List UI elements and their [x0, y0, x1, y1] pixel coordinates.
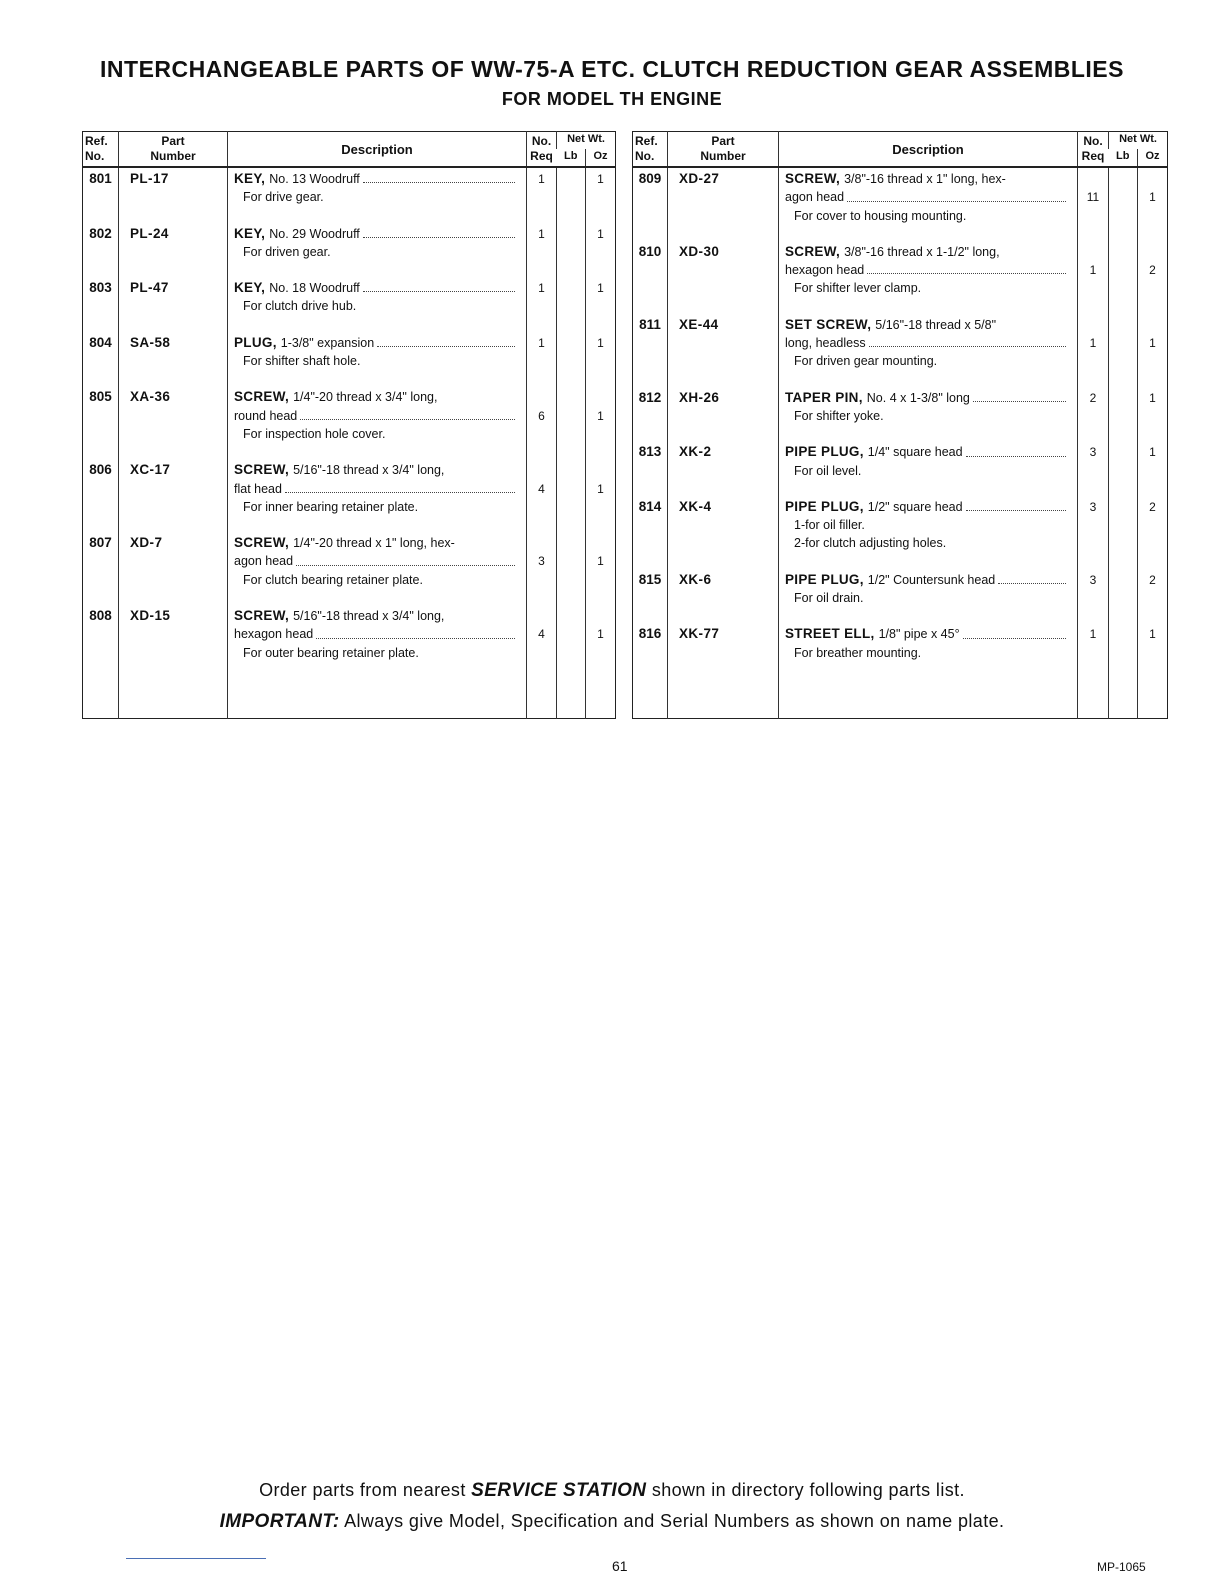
header-description: Description [779, 132, 1078, 168]
parts-table-left [82, 131, 616, 719]
part-spec: 5/16"-18 thread x 3/4" long, [293, 463, 445, 478]
part-usage-note: For inspection hole cover. [243, 426, 386, 441]
description-column [779, 167, 1078, 719]
no-req-value: 1 [538, 226, 545, 241]
header-net-wt: Net Wt. [557, 132, 616, 149]
oz-value: 1 [597, 554, 604, 569]
no-req-value: 6 [538, 408, 545, 423]
lb-value [1109, 387, 1137, 442]
part-keyword: SCREW, [785, 243, 841, 259]
part-spec: 1/8" pipe x 45° [878, 627, 960, 642]
part-usage-note: For drive gear. [243, 190, 324, 205]
part-number-column [119, 167, 228, 719]
lb-value [557, 532, 585, 605]
header-lb: Lb [1109, 149, 1138, 167]
part-spec-cont: long, headless [785, 336, 866, 351]
oz-value: 1 [597, 627, 604, 642]
header-part-number: Part Number [119, 132, 228, 168]
ref-number: 801 [89, 171, 112, 186]
no-req-value: 1 [1089, 263, 1097, 278]
part-description [785, 623, 1067, 678]
part-usage-note: For shifter yoke. [794, 408, 884, 423]
part-spec: 1/4"-20 thread x 1" long, hex- [293, 536, 455, 551]
oz-value: 1 [597, 172, 604, 186]
part-description [234, 532, 516, 605]
part-usage-note: For clutch bearing retainer plate. [243, 572, 423, 587]
no-req-value: 1 [1089, 336, 1097, 351]
header-lb: Lb [557, 149, 586, 167]
part-description [234, 332, 516, 387]
footer-order-note: Order parts from nearest SERVICE STATION shown in directory following parts list. [259, 1480, 965, 1501]
part-number: XD-27 [679, 171, 720, 186]
no-req-value: 1 [538, 281, 545, 296]
part-description [785, 569, 1067, 624]
part-number: PL-17 [130, 171, 169, 186]
part-usage-note: For oil level. [794, 463, 862, 478]
part-number: XK-6 [679, 571, 712, 587]
lb-value [557, 277, 585, 332]
ref-column [83, 167, 119, 719]
no-req-value: 11 [1086, 190, 1100, 205]
ref-number: 810 [638, 243, 662, 259]
oz-value: 1 [597, 281, 604, 296]
part-number: SA-58 [130, 334, 171, 350]
part-description [785, 387, 1067, 442]
parts-table-right [632, 131, 1168, 719]
ref-number: 808 [89, 608, 112, 624]
ref-number: 803 [89, 280, 112, 296]
part-usage-note: For shifter lever clamp. [794, 281, 922, 296]
important-emphasis: IMPORTANT: [219, 1511, 340, 1532]
oz-value: 1 [1149, 390, 1156, 405]
no-req-value: 3 [1089, 499, 1097, 514]
part-keyword: TAPER PIN, [785, 389, 863, 405]
service-station-emphasis: SERVICE STATION [471, 1480, 647, 1501]
description-column [228, 167, 527, 719]
header-oz: Oz [586, 149, 616, 167]
table-body-row [83, 167, 616, 719]
part-number: PL-24 [130, 225, 169, 241]
part-spec: 5/16"-18 thread x 3/4" long, [293, 609, 445, 624]
header-net-wt: Net Wt. [1109, 132, 1168, 149]
part-description [234, 223, 516, 278]
header-ref-no: Ref. No. [83, 132, 119, 168]
lb-value [1109, 623, 1137, 678]
part-description [234, 459, 516, 532]
oz-value: 1 [597, 226, 604, 241]
part-description [785, 241, 1067, 314]
part-keyword: SET SCREW, [785, 316, 872, 332]
no-req-value: 4 [538, 627, 545, 642]
ref-number: 812 [638, 389, 662, 405]
part-number: XK-77 [679, 626, 720, 642]
no-req-value: 2 [1089, 390, 1097, 405]
no-req-value: 1 [538, 335, 545, 350]
header-no-req: No. Req [1078, 132, 1109, 168]
no-req-value: 3 [1089, 572, 1097, 587]
page-title: INTERCHANGEABLE PARTS OF WW-75-A ETC. CLUTCH REDUCTION GEAR ASSEMBLIES [100, 56, 1124, 82]
header-oz: Oz [1138, 149, 1168, 167]
lb-value [1109, 314, 1137, 387]
ref-number: 804 [89, 334, 112, 350]
part-spec-cont: round head [234, 408, 298, 423]
part-keyword: SCREW, [234, 462, 290, 478]
ref-number: 813 [638, 444, 662, 460]
oz-value: 2 [1149, 499, 1156, 514]
part-spec-cont: agon head [785, 190, 845, 205]
lb-value [557, 386, 585, 459]
oz-column [1138, 167, 1168, 719]
part-keyword: PIPE PLUG, [785, 571, 864, 587]
footer-important-note: IMPORTANT: Always give Model, Specification and Serial Numbers as shown on name plate. [219, 1511, 1005, 1532]
part-usage-note: For cover to housing mounting. [794, 208, 967, 223]
no-req-value: 4 [538, 481, 545, 496]
part-number: XA-36 [130, 389, 171, 405]
part-description [785, 168, 1067, 241]
lb-column [1109, 167, 1138, 719]
oz-value: 1 [597, 408, 604, 423]
part-description [785, 441, 1067, 496]
oz-value: 1 [1149, 190, 1156, 205]
part-number: XK-2 [679, 444, 712, 460]
header-description: Description [228, 132, 527, 168]
ref-column [633, 167, 668, 719]
page-number: 61 [612, 1558, 628, 1574]
part-usage-note: For driven gear mounting. [794, 354, 938, 369]
ref-number: 814 [638, 498, 662, 514]
no-req-value: 3 [1089, 445, 1097, 460]
ref-number: 807 [89, 535, 112, 551]
ref-number: 816 [638, 626, 662, 642]
part-keyword: KEY, [234, 225, 266, 241]
part-description [785, 496, 1067, 569]
header-ref-no: Ref. No. [633, 132, 668, 168]
part-keyword: KEY, [234, 171, 266, 186]
ref-number: 811 [639, 316, 661, 332]
oz-value: 2 [1149, 572, 1156, 587]
part-number: XD-7 [130, 535, 163, 551]
part-usage-note: 2-for clutch adjusting holes. [794, 536, 947, 551]
oz-value: 2 [1149, 263, 1156, 278]
lb-value [1109, 569, 1137, 624]
part-keyword: SCREW, [785, 171, 841, 186]
part-spec-cont: hexagon head [785, 263, 865, 278]
part-spec: No. 18 Woodruff [269, 281, 360, 296]
no-req-value: 1 [538, 172, 545, 186]
part-usage-note: For outer bearing retainer plate. [243, 645, 419, 660]
oz-value: 1 [597, 481, 604, 496]
part-spec: 1/4" square head [867, 445, 963, 460]
lb-value [1109, 496, 1137, 569]
part-spec: 5/16"-18 thread x 5/8" [875, 317, 997, 332]
part-number: XD-15 [130, 608, 171, 624]
oz-value: 1 [1149, 336, 1156, 351]
part-description [234, 168, 516, 223]
part-usage-note: 1-for oil filler. [794, 518, 865, 533]
part-spec: No. 13 Woodruff [269, 172, 360, 186]
part-spec-cont: flat head [234, 481, 282, 496]
lb-value [557, 332, 585, 387]
no-req-value: 3 [538, 554, 545, 569]
ref-number: 806 [89, 462, 112, 478]
lb-value [1109, 241, 1137, 314]
oz-column [586, 167, 616, 719]
part-keyword: SCREW, [234, 389, 290, 405]
footnote-divider [126, 1558, 266, 1559]
no-req-column [527, 167, 557, 719]
header-no-req: No. Req [527, 132, 557, 168]
part-keyword: SCREW, [234, 535, 290, 551]
lb-value [557, 459, 585, 532]
header-part-number: Part Number [668, 132, 779, 168]
part-number: XD-30 [679, 243, 720, 259]
oz-value: 1 [597, 335, 604, 350]
part-spec: 1/2" Countersunk head [867, 572, 996, 587]
document-code: MP-1065 [1097, 1560, 1146, 1574]
part-description [234, 277, 516, 332]
page-subtitle: FOR MODEL TH ENGINE [501, 89, 723, 109]
ref-number: 805 [89, 389, 112, 405]
part-keyword: STREET ELL, [785, 626, 875, 642]
ref-number: 815 [638, 571, 662, 587]
lb-value [557, 605, 585, 678]
ref-number: 809 [638, 171, 662, 186]
part-number-column [668, 167, 779, 719]
part-keyword: PIPE PLUG, [785, 498, 864, 514]
oz-value: 1 [1149, 627, 1156, 642]
table-body-row [633, 167, 1168, 719]
part-spec: 3/8"-16 thread x 1-1/2" long, [844, 244, 1000, 259]
part-spec: 1-3/8" expansion [280, 335, 375, 350]
part-number: XE-44 [679, 316, 719, 332]
part-usage-note: For clutch drive hub. [243, 299, 357, 314]
part-number: PL-47 [130, 280, 169, 296]
part-description [234, 605, 516, 678]
lb-value [557, 168, 585, 223]
part-spec: 3/8"-16 thread x 1" long, hex- [844, 172, 1006, 186]
part-description [234, 386, 516, 459]
part-usage-note: For driven gear. [243, 244, 331, 259]
part-usage-note: For breather mounting. [794, 645, 922, 660]
part-description [785, 314, 1067, 387]
lb-column [557, 167, 586, 719]
part-number: XC-17 [130, 462, 171, 478]
part-usage-note: For shifter shaft hole. [243, 354, 361, 369]
part-usage-note: For oil drain. [794, 591, 864, 606]
part-number: XK-4 [679, 498, 712, 514]
part-keyword: SCREW, [234, 608, 290, 624]
part-spec: 1/2" square head [867, 499, 963, 514]
part-spec-cont: agon head [234, 554, 294, 569]
part-number: XH-26 [679, 389, 720, 405]
ref-number: 802 [89, 225, 112, 241]
part-spec: 1/4"-20 thread x 3/4" long, [293, 390, 438, 405]
no-req-column [1078, 167, 1109, 719]
part-keyword: PIPE PLUG, [785, 444, 864, 460]
part-usage-note: For inner bearing retainer plate. [243, 499, 419, 514]
lb-value [1109, 441, 1137, 496]
no-req-value: 1 [1089, 627, 1097, 642]
part-spec: No. 4 x 1-3/8" long [866, 390, 970, 405]
part-spec: No. 29 Woodruff [269, 226, 360, 241]
oz-value: 1 [1149, 445, 1156, 460]
part-keyword: KEY, [234, 280, 266, 296]
part-keyword: PLUG, [234, 334, 277, 350]
part-spec-cont: hexagon head [234, 627, 314, 642]
lb-value [557, 223, 585, 278]
lb-value [1109, 168, 1137, 241]
